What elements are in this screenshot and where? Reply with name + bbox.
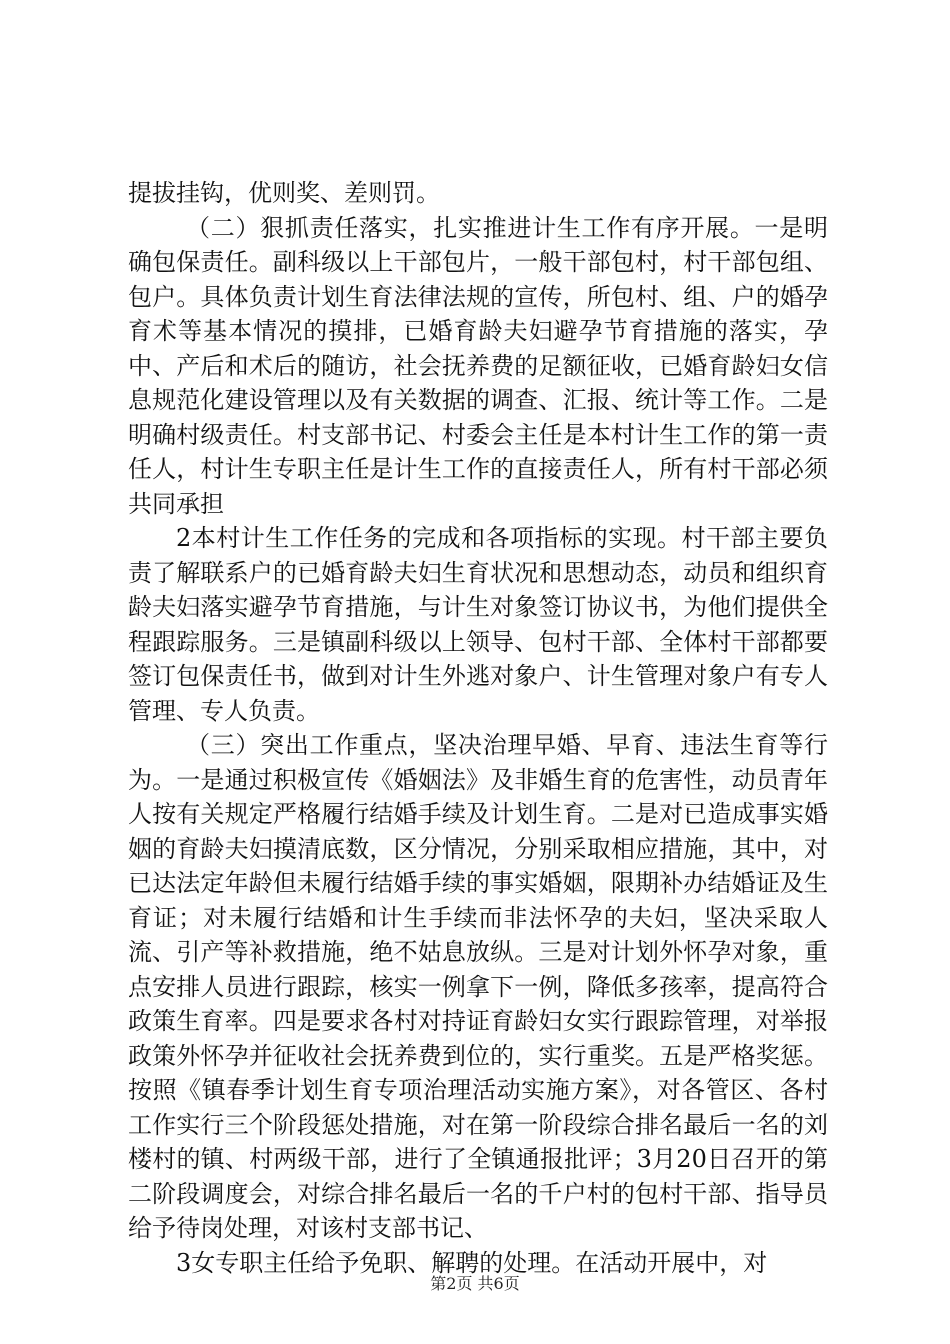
- paragraph-continuation: 提拔挂钩，优则奖、差则罚。: [128, 179, 440, 207]
- paragraph-section-three: （三）突出工作重点，坚决治理早婚、早育、违法生育等行为。一是通过积极宣传《婚姻法》及非婚生育的危害性，动员青年人按有关规定严格履行结婚手续及计划生育。二是对已造成事实婚姻的育龄夫妇摸清底数，区分情况，分别采取相应措施，其中，对已达法定年龄但未履行结婚手续的事实婚姻，限期补办结婚证及生育证；对未履行结婚和计生手续而非法怀孕的夫妇，坚决采取人流、引产等补救措施，绝不姑息放纵。三是对计划外怀孕对象，重点安排人员进行跟踪，核实一例拿下一例，降低多孩率，提高符合政策生育率。四是要求各村对持证育龄妇女实行跟踪管理，对举报政策外怀孕并征收社会抚养费到位的，实行重奖。五是严格奖惩。按照《镇春季计划生育专项治理活动实施方案》，对各管区、各村工作实行三个阶段惩处措施，对在第一阶段综合排名最后一名的刘楼村的镇、村两级干部，进行了全镇通报批评；3月20日召开的第二阶段调度会，对综合排名最后一名的千户村的包村干部、指导员给予待岗处理，对该村支部书记、: [128, 731, 828, 1242]
- paragraph-dismissal: 3女专职主任给予免职、解聘的处理。在活动开展中，对: [176, 1248, 768, 1277]
- page-footer: [0, 1271, 950, 1294]
- page-indicator: 第2页 共6页: [430, 1274, 520, 1293]
- document-body: [128, 176, 828, 1280]
- paragraph-section-two: （二）狠抓责任落实，扎实推进计生工作有序开展。一是明确包保责任。副科级以上干部包片，一般干部包村，村干部包组、包户。具体负责计划生育法律法规的宣传，所包村、组、户的婚孕育术等基本情况的摸排，已婚育龄夫妇避孕节育措施的落实，孕中、产后和术后的随访，社会抚养费的足额征收，已婚育龄妇女信息规范化建设管理以及有关数据的调查、汇报、统计等工作。二是明确村级责任。村支部书记、村委会主任是本村计生工作的第一责任人，村计生专职主任是计生工作的直接责任人，所有村干部必须共同承担: [128, 213, 828, 518]
- paragraph-village-tasks: 2本村计生工作任务的完成和各项指标的实现。村干部主要负责了解联系户的已婚育龄夫妇生育状况和思想动态，动员和组织育龄夫妇落实避孕节育措施，与计生对象签订协议书，为他们提供全程跟踪服务。三是镇副科级以上领导、包村干部、全体村干部都要签订包保责任书，做到对计生外逃对象户、计生管理对象户有专人管理、专人负责。: [128, 524, 828, 725]
